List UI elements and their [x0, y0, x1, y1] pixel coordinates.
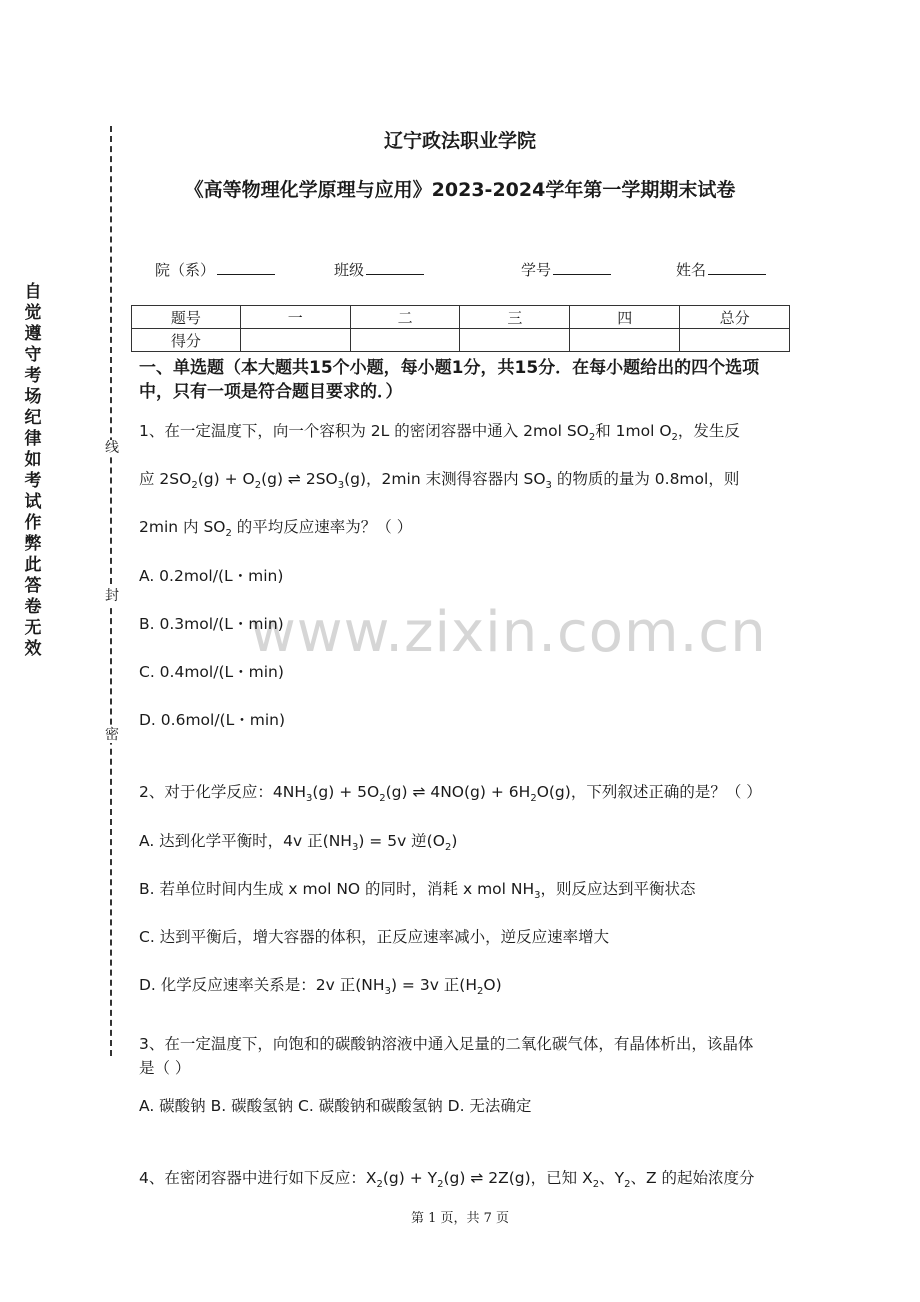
text: (g) + 5O: [312, 783, 380, 801]
text: D. 化学反应速率关系是：2v 正(NH: [139, 976, 385, 994]
q3-stem-line-1: 3、在一定温度下，向饱和的碳酸钠溶液中通入足量的二氧化碳气体，有晶体析出，该晶体: [139, 1035, 754, 1053]
text: 1、在一定温度下，向一个容积为 2L 的密闭容器中通入 2mol SO: [139, 422, 589, 440]
text: ，则反应达到平衡状态: [540, 880, 696, 898]
score-header-cell: 一: [240, 306, 350, 329]
info-dept: [155, 259, 275, 280]
score-cell[interactable]: [240, 329, 350, 352]
text: O): [483, 976, 502, 994]
subscript: 3: [545, 480, 552, 492]
text: ): [451, 832, 458, 850]
text: 的平均反应速率为？（ ）: [231, 518, 413, 536]
subscript: 3: [534, 890, 541, 902]
q1-option-d: D. 0.6mol/(L・min): [139, 711, 286, 729]
info-id-blank[interactable]: [553, 260, 611, 275]
q1-stem-line-1: [139, 419, 740, 443]
info-name-label: 姓名: [676, 261, 707, 279]
score-header-cell: 题号: [132, 306, 241, 329]
text: (g)，2min 末测得容器内 SO: [344, 470, 546, 488]
subscript: 2: [592, 1179, 600, 1191]
page-footer: 第 1 页，共 7 页: [410, 1211, 510, 1226]
subscript: 2: [588, 432, 596, 444]
q1-stem-line-2: [139, 467, 739, 491]
q1-stem-line-3: [139, 515, 412, 539]
score-header-cell: 总分: [680, 306, 790, 329]
subscript: 3: [384, 986, 391, 998]
text: ，发生反: [677, 422, 740, 440]
text: ) = 5v 逆(O: [358, 832, 445, 850]
text: (g) + Y: [382, 1169, 438, 1187]
info-id: [521, 259, 611, 280]
watermark: www.zixin.com.cn: [250, 600, 767, 665]
q2-option-d: [139, 973, 502, 997]
score-cell[interactable]: [570, 329, 680, 352]
q1-option-c: C. 0.4mol/(L・min): [139, 663, 284, 681]
exam-title: 《高等物理化学原理与应用》2023-2024学年第一学期期末试卷: [184, 179, 736, 201]
subscript: 2: [477, 986, 484, 998]
q3-stem-line-2: 是（ ）: [139, 1059, 191, 1077]
info-dept-blank[interactable]: [217, 260, 275, 275]
q1-option-a: A. 0.2mol/(L・min): [139, 567, 284, 585]
info-class-label: 班级: [334, 261, 365, 279]
info-class-blank[interactable]: [366, 260, 424, 275]
text: (g) ⇌ 2SO: [261, 470, 338, 488]
info-name: [676, 259, 766, 280]
text: 4、在密闭容器中进行如下反应：X: [139, 1169, 377, 1187]
subscript: 2: [379, 793, 386, 805]
school-name: 辽宁政法职业学院: [383, 130, 536, 152]
seal-char-feng: 封: [105, 588, 119, 604]
score-row-label: 得分: [132, 329, 241, 352]
score-table-score-row: [132, 329, 790, 352]
info-class: [334, 259, 424, 280]
subscript: 2: [254, 480, 262, 492]
exam-rule-vertical-note: 自觉遵守考场纪律如考试作弊此答卷无效: [24, 282, 42, 659]
text: 应 2SO: [139, 470, 192, 488]
subscript: 3: [351, 842, 359, 854]
subscript: 3: [305, 793, 313, 805]
text: B. 若单位时间内生成 x mol NO 的同时，消耗 x mol NH: [139, 880, 535, 898]
text: ) = 3v 正(H: [390, 976, 477, 994]
subscript: 2: [191, 480, 198, 492]
seal-char-xian: 线: [105, 440, 119, 456]
q2-option-b: [139, 877, 696, 901]
text: 、Z 的起始浓度分: [630, 1169, 755, 1187]
subscript: 2: [530, 793, 537, 805]
text: 2min 内 SO: [139, 518, 226, 536]
q3-options: A. 碳酸钠 B. 碳酸氢钠 C. 碳酸钠和碳酸氢钠 D. 无法确定: [139, 1097, 532, 1115]
q2-stem: [139, 780, 762, 804]
subscript: 2: [671, 432, 678, 444]
subscript: 2: [437, 1179, 444, 1191]
text: 和 1mol O: [595, 422, 672, 440]
info-id-label: 学号: [521, 261, 552, 279]
q2-option-a: [139, 829, 457, 853]
text: (g) + O: [197, 470, 255, 488]
subscript: 2: [225, 528, 232, 540]
text: 2、对于化学反应：4NH: [139, 783, 306, 801]
text: A. 达到化学平衡时，4v 正(NH: [139, 832, 352, 850]
score-header-cell: 二: [350, 306, 460, 329]
info-name-blank[interactable]: [708, 260, 766, 275]
subscript: 2: [376, 1179, 383, 1191]
q4-stem: [139, 1166, 754, 1190]
score-cell[interactable]: [350, 329, 460, 352]
seal-char-mi: 密: [105, 727, 119, 743]
q2-option-c: C. 达到平衡后，增大容器的体积，正反应速率减小，逆反应速率增大: [139, 928, 610, 946]
score-table-header-row: [132, 306, 790, 329]
text: 、Y: [599, 1169, 625, 1187]
q1-option-b: B. 0.3mol/(L・min): [139, 615, 284, 633]
text: (g) ⇌ 2Z(g)，已知 X: [443, 1169, 593, 1187]
subscript: 3: [337, 480, 345, 492]
subscript: 2: [624, 1179, 631, 1191]
score-cell[interactable]: [460, 329, 570, 352]
text: 的物质的量为 0.8mol，则: [551, 470, 740, 488]
score-cell[interactable]: [680, 329, 790, 352]
section-1-heading: 一、单选题（本大题共15个小题，每小题1分，共15分．在每小题给出的四个选项中，只有一项是符合题目要求的．）: [139, 358, 760, 402]
subscript: 2: [444, 842, 452, 854]
score-header-cell: 四: [570, 306, 680, 329]
score-table: [131, 305, 790, 352]
text: O(g)，下列叙述正确的是？（ ）: [536, 783, 762, 801]
info-dept-label: 院（系）: [155, 261, 216, 279]
score-header-cell: 三: [460, 306, 570, 329]
text: (g) ⇌ 4NO(g) + 6H: [385, 783, 531, 801]
